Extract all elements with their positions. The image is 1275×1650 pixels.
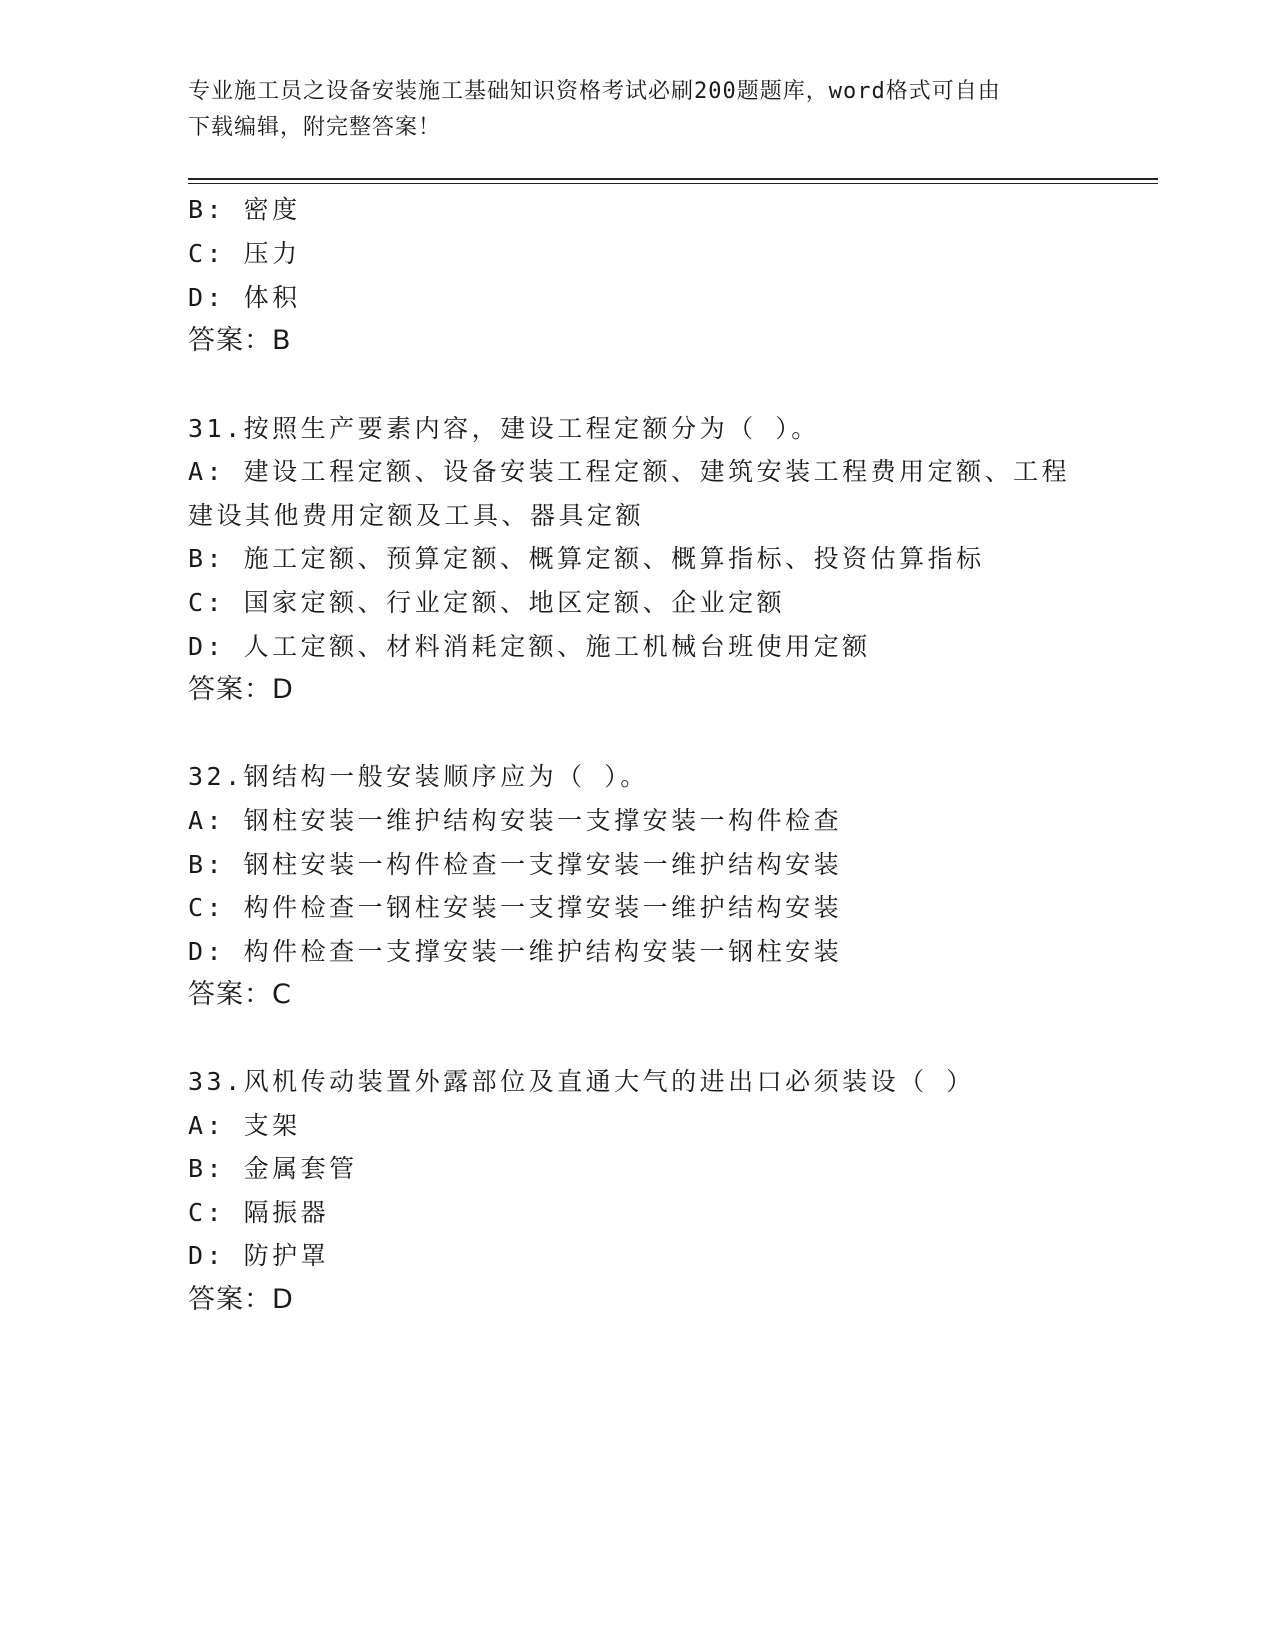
q31-option-a-line1: A: 建设工程定额、设备安装工程定额、建筑安装工程费用定额、工程: [188, 457, 1071, 486]
q32-option-a: A: 钢柱安装一维护结构安装一支撑安装一构件检查: [188, 806, 843, 835]
q32-answer: 答案：C: [188, 979, 292, 1010]
header-divider-thick: [188, 178, 1158, 180]
q31-answer: 答案：D: [188, 674, 294, 705]
q33-option-a: A: 支架: [188, 1111, 301, 1140]
q33-stem: 33.风机传动装置外露部位及直通大气的进出口必须装设（ ）: [188, 1067, 975, 1096]
q31-option-a-line2: 建设其他费用定额及工具、器具定额: [188, 501, 645, 530]
q30-option-c: C: 压力: [188, 239, 301, 268]
q32-option-d: D: 构件检查一支撑安装一维护结构安装一钢柱安装: [188, 937, 843, 966]
header-divider-thin: [188, 183, 1158, 184]
q31-stem: 31.按照生产要素内容，建设工程定额分为（ ）。: [188, 414, 820, 443]
q30-option-d: D: 体积: [188, 283, 301, 312]
q33-answer: 答案：D: [188, 1284, 294, 1315]
q33-option-c: C: 隔振器: [188, 1198, 330, 1227]
q31-option-d: D: 人工定额、材料消耗定额、施工机械台班使用定额: [188, 632, 871, 661]
page-header: [188, 74, 1078, 146]
q30-answer: 答案：B: [188, 325, 292, 356]
header-line-1: 专业施工员之设备安装施工基础知识资格考试必刷200题题库，word格式可自由: [188, 79, 1001, 104]
q31-option-b: B: 施工定额、预算定额、概算定额、概算指标、投资估算指标: [188, 544, 985, 573]
q33-option-d: D: 防护罩: [188, 1241, 330, 1270]
q32-option-c: C: 构件检查一钢柱安装一支撑安装一维护结构安装: [188, 893, 843, 922]
q32-stem: 32.钢结构一般安装顺序应为（ ）。: [188, 762, 649, 791]
header-line-2: 下载编辑，附完整答案！: [188, 115, 442, 140]
q33-option-b: B: 金属套管: [188, 1154, 358, 1183]
q31-option-c: C: 国家定额、行业定额、地区定额、企业定额: [188, 588, 786, 617]
q30-option-b: B: 密度: [188, 195, 301, 224]
q32-option-b: B: 钢柱安装一构件检查一支撑安装一维护结构安装: [188, 850, 843, 879]
